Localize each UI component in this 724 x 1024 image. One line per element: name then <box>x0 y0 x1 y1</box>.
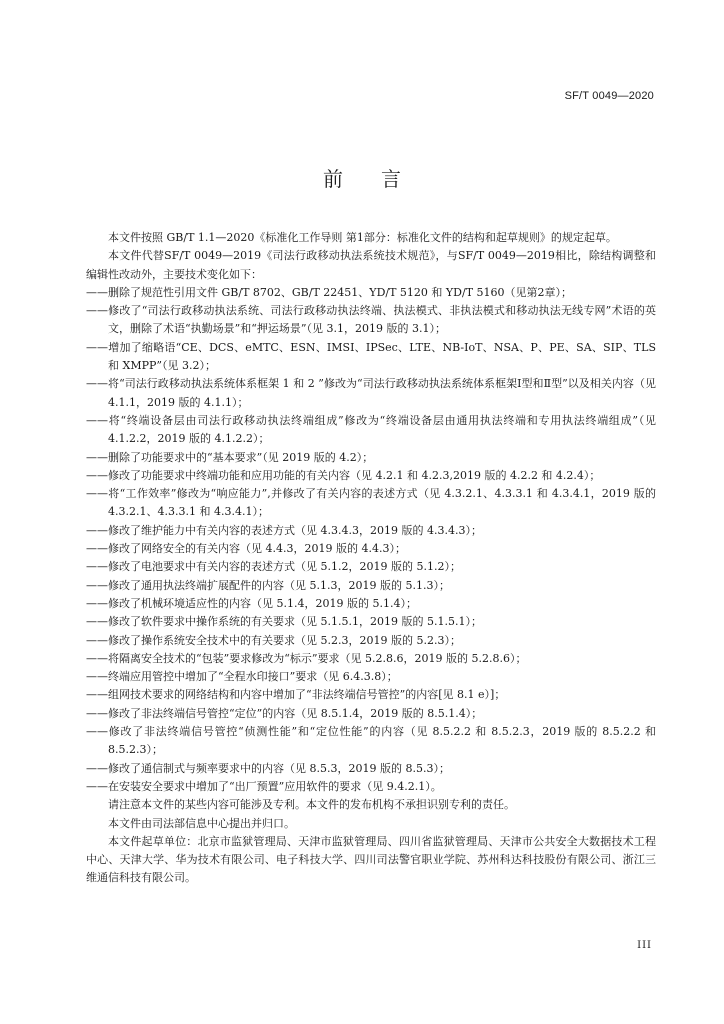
change-item: ——将“司法行政移动执法系统体系框架 1 和 2 ”修改为“司法行政移动执法系统体系框架Ⅰ型和Ⅱ型”以及相关内容（见 4.1.1，2019 版的 4.1.1）； <box>86 377 656 409</box>
change-item: ——修改了维护能力中有关内容的表述方式（见 4.3.4.3，2019 版的 4.3.4.3）； <box>86 523 482 537</box>
proposer-statement: 本文件由司法部信息中心提出并归口。 <box>108 816 295 830</box>
change-item: ——修改了电池要求中有关内容的表述方式（见 5.1.2，2019 版的 5.1.2）； <box>86 560 461 574</box>
change-item: ——组网技术要求的网络结构和内容中增加了“非法终端信号管控”的内容[见 8.1 e）]； <box>86 688 506 702</box>
change-item: ——将隔离安全技术的“包装”要求修改为“标示”要求（见 5.2.8.6，2019 版的 5.2.8.6）； <box>86 651 527 665</box>
patent-notice: 请注意本文件的某些内容可能涉及专利。本文件的发布机构不承担识别专利的责任。 <box>108 798 515 812</box>
change-item: ——修改了操作系统安全技术中的有关要求（见 5.2.3，2019 版的 5.2.3）； <box>86 633 461 647</box>
change-item: ——修改了通用执法终端扩展配件的内容（见 5.1.3，2019 版的 5.1.3）； <box>86 578 450 592</box>
change-item: ——修改了“司法行政移动执法系统、司法行政移动执法终端、执法模式、非执法模式和移动执法无线专网”术语的英文，删除了术语“执勤场景”和“押运场景”（见 3.1，2019 版的 3.1）； <box>86 304 656 336</box>
change-item: ——修改了软件要求中操作系统的有关要求（见 5.1.5.1，2019 版的 5.1.5.1）； <box>86 615 482 629</box>
change-item: ——将“终端设备层由司法行政移动执法终端组成”修改为“终端设备层由通用执法终端和专用执法终端组成”（见 4.1.2.2，2019 版的 4.1.2.2）； <box>86 413 656 446</box>
change-item: ——删除了功能要求中的“基本要求”（见 2019 版的 4.2）； <box>86 450 374 464</box>
change-item: ——修改了网络安全的有关内容（见 4.4.3，2019 版的 4.4.3）； <box>86 542 406 556</box>
page-title: 前言 <box>323 167 439 191</box>
change-item: ——修改了机械环境适应性的内容（见 5.1.4，2019 版的 5.1.4）； <box>86 596 417 610</box>
page-number: III <box>637 940 652 951</box>
change-item: ——将“工作效率”修改为“响应能力”,并修改了有关内容的表述方式（见 4.3.2.1、4.3.3.1 和 4.3.4.1，2019 版的 4.3.2.1、4.3.3.1 和 4.3.4.1）； <box>86 487 656 519</box>
standard-code: SF/T 0049—2020 <box>564 90 654 102</box>
change-item: ——修改了非法终端信号管控“侦测性能”和“定位性能”的内容（见 8.5.2.2 和 8.5.2.3，2019 版的 8.5.2.2 和 8.5.2.3）； <box>86 725 656 757</box>
change-item: ——在安装安全要求中增加了“出厂预置”应用软件的要求（见 9.4.2.1）。 <box>86 779 442 793</box>
change-item: ——删除了规范性引用文件 GB/T 8702、GB/T 22451、YD/T 5120 和 YD/T 5160（见第2章）； <box>86 285 573 299</box>
change-item: ——修改了通信制式与频率要求中的内容（见 8.5.3，2019 版的 8.5.3）； <box>86 761 450 775</box>
intro-paragraph: 本文件代替SF/T 0049—2019《司法行政移动执法系统技术规范》，与SF/T 0049—2019相比，除结构调整和编辑性改动外，主要技术变化如下： <box>86 249 656 281</box>
drafting-units: 本文件起草单位：北京市监狱管理局、天津市监狱管理局、四川省监狱管理局、天津市公共安全大数据技术工程中心、天津大学、华为技术有限公司、电子科技大学、四川司法警官职业学院、苏州科达科技股份有限公司、浙江三维通信科技有限公司。 <box>86 834 656 885</box>
change-item: ——终端应用管控中增加了“全程水印接口”要求（见 6.4.3.8）； <box>86 670 398 684</box>
change-item: ——修改了非法终端信号管控“定位”的内容（见 8.5.1.4，2019 版的 8.5.1.4）； <box>86 706 483 720</box>
change-item: ——增加了缩略语“CE、DCS、eMTC、ESN、IMSI、IPSec、LTE、NB-IoT、NSA、P、PE、SA、SIP、TLS 和 XMPP”（见 3.2）； <box>86 340 656 373</box>
intro-paragraph: 本文件按照 GB/T 1.1—2020《标准化工作导则 第1部分：标准化文件的结构和起草规则》的规定起草。 <box>108 231 617 244</box>
change-item: ——修改了功能要求中终端功能和应用功能的有关内容（见 4.2.1 和 4.2.3,2019 版的 4.2.2 和 4.2.4）； <box>86 468 601 482</box>
foreword-body <box>86 229 656 888</box>
